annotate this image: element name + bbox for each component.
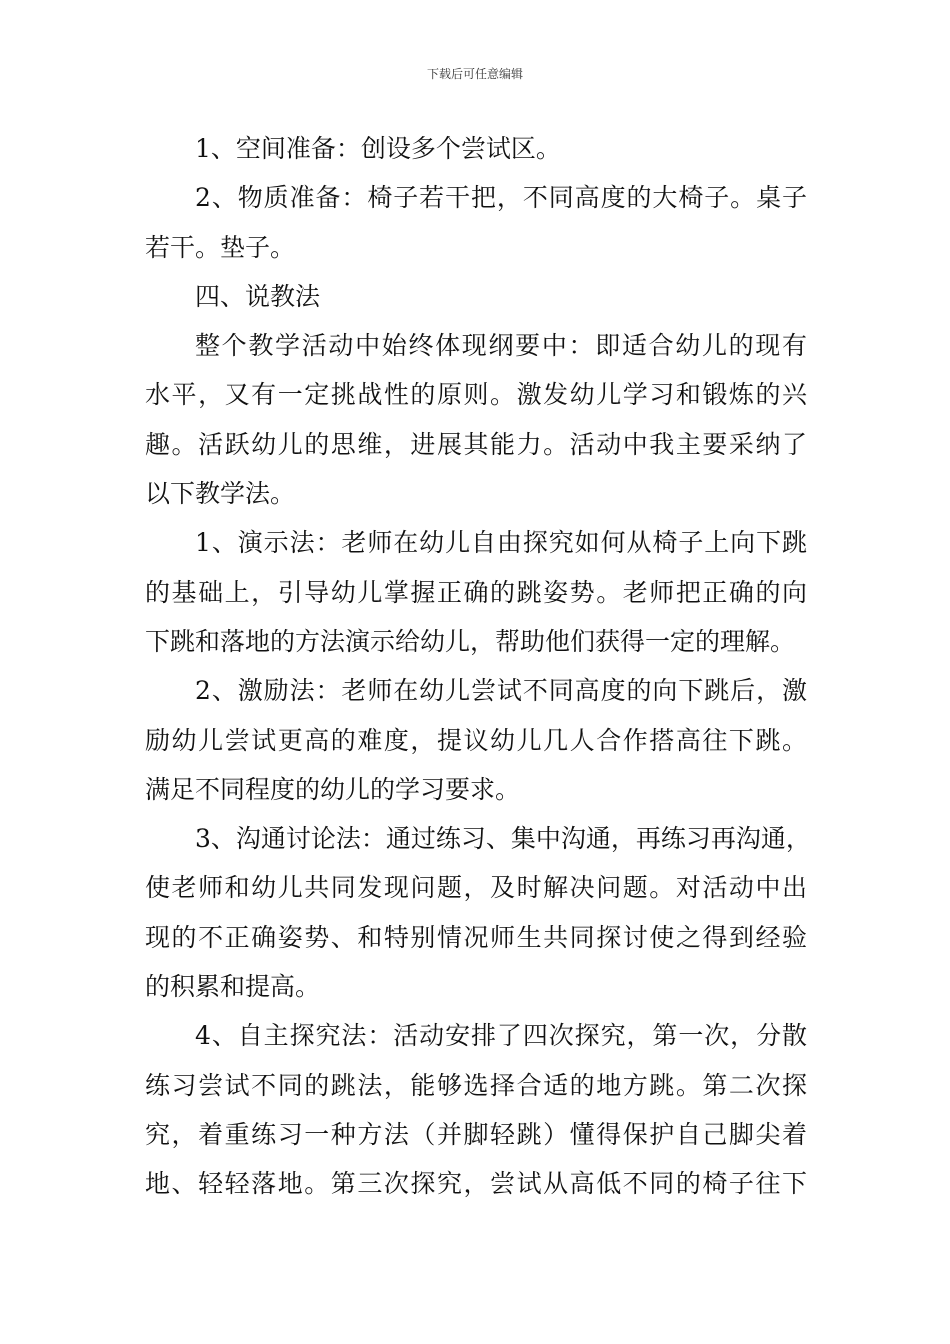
text-line: 1、空间准备：创设多个尝试区。 bbox=[195, 134, 561, 163]
text-line: 使老师和幼儿共同发现问题，及时解决问题。对活动中出 bbox=[145, 873, 807, 903]
text-line: 究，着重练习一种方法（并脚轻跳）懂得保护自己脚尖着 bbox=[145, 1119, 807, 1149]
paragraph-discussion-method bbox=[145, 814, 811, 1011]
paragraph-encouragement-method bbox=[145, 666, 807, 814]
text-line: 四、说教法 bbox=[195, 281, 321, 311]
document-body bbox=[145, 124, 811, 1209]
text-line: 趣。活跃幼儿的思维，进展其能力。活动中我主要采纳了 bbox=[145, 429, 807, 459]
text-line: 地、轻轻落地。第三次探究，尝试从高低不同的椅子往下 bbox=[145, 1169, 807, 1199]
text-line: 练习尝试不同的跳法，能够选择合适的地方跳。第二次探 bbox=[145, 1070, 807, 1100]
paragraph-demonstration-method bbox=[145, 518, 807, 666]
paragraph-overview bbox=[145, 321, 807, 518]
paragraph-exploration-method bbox=[145, 1011, 807, 1208]
page-header: 下载后可任意编辑 bbox=[426, 67, 523, 81]
text-line: 2、物质准备：椅子若干把，不同高度的大椅子。桌子 bbox=[195, 183, 807, 213]
text-line: 下跳和落地的方法演示给幼儿，帮助他们获得一定的理解。 bbox=[145, 626, 796, 656]
text-line: 整个教学活动中始终体现纲要中：即适合幼儿的现有 bbox=[195, 331, 807, 361]
text-line: 若干。垫子。 bbox=[145, 232, 296, 262]
section-heading-teaching-methods bbox=[145, 272, 807, 321]
text-line: 的基础上，引导幼儿掌握正确的跳姿势。老师把正确的向 bbox=[145, 577, 807, 607]
text-line: 现的不正确姿势、和特别情况师生共同探讨使之得到经验 bbox=[145, 922, 807, 952]
text-line: 3、沟通讨论法：通过练习、集中沟通，再练习再沟通， bbox=[195, 824, 811, 854]
text-line: 以下教学法。 bbox=[145, 479, 296, 509]
text-line: 1、演示法：老师在幼儿自由探究如何从椅子上向下跳 bbox=[195, 528, 807, 558]
text-line: 2、激励法：老师在幼儿尝试不同高度的向下跳后，激 bbox=[195, 676, 807, 706]
text-line: 4、自主探究法：活动安排了四次探究，第一次，分散 bbox=[195, 1021, 807, 1051]
text-line: 满足不同程度的幼儿的学习要求。 bbox=[145, 774, 521, 804]
text-line: 水平，又有一定挑战性的原则。激发幼儿学习和锻炼的兴 bbox=[145, 380, 807, 410]
text-line: 励幼儿尝试更高的难度，提议幼儿几人合作搭高往下跳。 bbox=[145, 725, 807, 755]
paragraph-material-prep bbox=[145, 173, 807, 272]
paragraph-space-prep bbox=[145, 124, 807, 173]
text-line: 的积累和提高。 bbox=[145, 972, 321, 1002]
